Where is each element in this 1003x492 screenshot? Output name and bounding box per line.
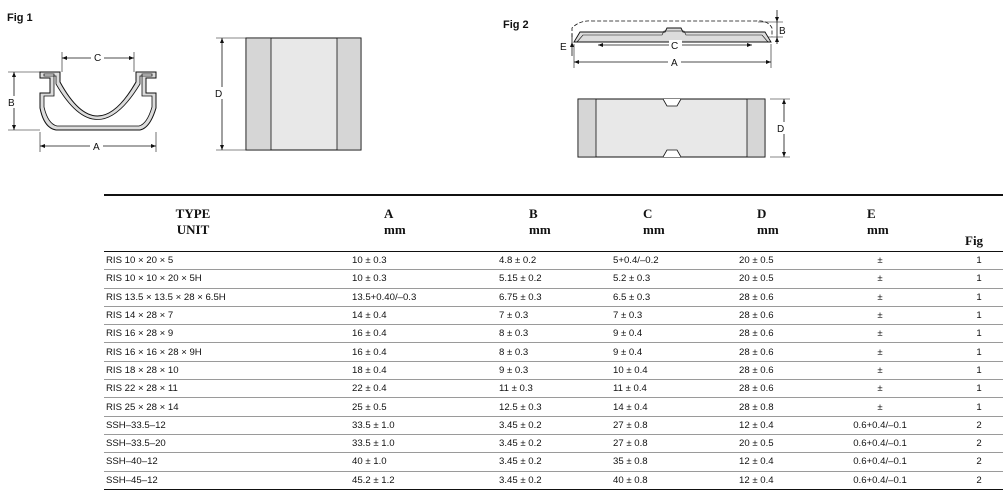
header-d-unit: mm [757, 222, 779, 237]
cell-type: RIS 16 × 16 × 28 × 9H [106, 346, 202, 358]
cell-type: RIS 22 × 28 × 11 [106, 383, 178, 395]
fig2-title: Fig 2 [503, 19, 529, 31]
cell-d: 12 ± 0.4 [739, 456, 774, 468]
cell-a: 13.5+0.40/–0.3 [352, 291, 417, 303]
cell-b: 3.45 ± 0.2 [499, 456, 542, 468]
cell-fig: 1 [976, 364, 982, 376]
fig1-dim-c: C [94, 53, 102, 64]
cell-d: 28 ± 0.6 [739, 291, 774, 303]
cell-d: 20 ± 0.5 [739, 255, 774, 267]
header-e [837, 195, 957, 252]
header-e-unit: mm [867, 222, 889, 237]
header-a-label: A [384, 206, 394, 221]
cell-a: 14 ± 0.4 [352, 310, 387, 322]
table-row [104, 471, 1003, 489]
fig1-side-drawing [205, 30, 380, 155]
cell-d: 20 ± 0.5 [739, 273, 774, 285]
cell-type: RIS 25 × 28 × 14 [106, 401, 179, 413]
cell-b: 3.45 ± 0.2 [499, 474, 542, 486]
cell-e: ± [877, 383, 883, 395]
cell-b: 3.45 ± 0.2 [499, 419, 542, 431]
header-fig [957, 195, 1003, 252]
cell-c: 7 ± 0.3 [613, 310, 643, 322]
table-row [104, 270, 1003, 288]
cell-e: 0.6+0.4/–0.1 [853, 438, 907, 450]
table-header-row [104, 195, 1003, 252]
cell-fig: 2 [976, 419, 982, 431]
cell-b: 4.8 ± 0.2 [499, 255, 537, 267]
cell-b: 7 ± 0.3 [499, 310, 529, 322]
cell-b: 11 ± 0.3 [499, 383, 533, 395]
header-b [499, 195, 613, 252]
header-d [739, 195, 837, 252]
cell-c: 27 ± 0.8 [613, 438, 648, 450]
cell-fig: 1 [976, 346, 982, 358]
cell-c: 9 ± 0.4 [613, 346, 643, 358]
cell-e: 0.6+0.4/–0.1 [853, 456, 907, 468]
cell-d: 28 ± 0.6 [739, 310, 774, 322]
header-b-label: B [529, 206, 538, 221]
cell-a: 22 ± 0.4 [352, 383, 387, 395]
table-row [104, 416, 1003, 434]
cell-e: 0.6+0.4/–0.1 [853, 419, 907, 431]
cell-d: 12 ± 0.4 [739, 419, 774, 431]
cell-fig: 1 [976, 255, 982, 267]
table-body [104, 252, 1003, 490]
cell-c: 5+0.4/–0.2 [613, 255, 659, 267]
fig2-dim-b: B [779, 26, 786, 37]
cell-a: 33.5 ± 1.0 [352, 419, 395, 431]
table-row [104, 343, 1003, 361]
cell-c: 27 ± 0.8 [613, 419, 648, 431]
table-row [104, 380, 1003, 398]
cell-d: 28 ± 0.6 [739, 364, 774, 376]
cell-a: 40 ± 1.0 [352, 456, 387, 468]
fig2-dim-c: C [671, 41, 679, 52]
cell-c: 9 ± 0.4 [613, 328, 643, 340]
cell-b: 3.45 ± 0.2 [499, 438, 542, 450]
cell-type: RIS 16 × 28 × 9 [106, 328, 174, 340]
cell-a: 16 ± 0.4 [352, 346, 387, 358]
header-a-unit: mm [384, 222, 406, 237]
cell-e: ± [877, 346, 883, 358]
cell-c: 11 ± 0.4 [613, 383, 647, 395]
header-type [104, 195, 352, 252]
cell-b: 5.15 ± 0.2 [499, 273, 542, 285]
header-fig-label: Fig [965, 233, 984, 248]
header-unit-label: UNIT [176, 222, 210, 237]
table-row [104, 306, 1003, 324]
cell-fig: 1 [976, 291, 982, 303]
cell-c: 14 ± 0.4 [613, 401, 648, 413]
header-c-unit: mm [643, 222, 665, 237]
cell-a: 18 ± 0.4 [352, 364, 387, 376]
cell-d: 28 ± 0.6 [739, 383, 774, 395]
cell-d: 20 ± 0.5 [739, 438, 774, 450]
cell-fig: 1 [976, 328, 982, 340]
cell-c: 35 ± 0.8 [613, 456, 648, 468]
cell-e: 0.6+0.4/–0.1 [853, 474, 907, 486]
cell-a: 45.2 ± 1.2 [352, 474, 395, 486]
cell-a: 10 ± 0.3 [352, 273, 387, 285]
cell-c: 10 ± 0.4 [613, 364, 648, 376]
fig2-dim-d: D [777, 124, 785, 135]
cell-fig: 1 [976, 383, 982, 395]
fig2-dim-a: A [671, 58, 678, 69]
table-row [104, 252, 1003, 270]
fig1-profile-drawing [0, 30, 170, 160]
header-b-unit: mm [529, 222, 551, 237]
header-d-label: D [757, 206, 767, 221]
cell-type: SSH–45–12 [106, 474, 158, 486]
table-row [104, 288, 1003, 306]
cell-d: 12 ± 0.4 [739, 474, 774, 486]
table-row [104, 325, 1003, 343]
cell-e: ± [877, 273, 883, 285]
fig1-dim-a: A [93, 142, 100, 153]
cell-d: 28 ± 0.6 [739, 346, 774, 358]
spec-table [104, 194, 1003, 490]
cell-b: 8 ± 0.3 [499, 346, 529, 358]
fig2-plan-strip [578, 99, 765, 157]
cell-e: ± [877, 291, 883, 303]
cell-fig: 1 [976, 310, 982, 322]
header-c [613, 195, 739, 252]
table-row [104, 434, 1003, 452]
header-a [352, 195, 499, 252]
cell-type: RIS 14 × 28 × 7 [106, 310, 174, 322]
fig2-dim-e: E [560, 42, 567, 53]
cell-a: 33.5 ± 1.0 [352, 438, 395, 450]
fig1-dim-d: D [215, 89, 223, 100]
cell-a: 25 ± 0.5 [352, 401, 387, 413]
cell-fig: 2 [976, 438, 982, 450]
header-type-label: TYPE [175, 206, 211, 221]
cell-b: 6.75 ± 0.3 [499, 291, 542, 303]
cell-type: RIS 13.5 × 13.5 × 28 × 6.5H [106, 291, 226, 303]
spec-table-container [104, 194, 984, 490]
cell-type: SSH–33.5–20 [106, 438, 166, 450]
cell-e: ± [877, 255, 883, 267]
fig2-top-drawing [555, 5, 795, 80]
cell-b: 9 ± 0.3 [499, 364, 529, 376]
cell-b: 12.5 ± 0.3 [499, 401, 542, 413]
cell-type: SSH–33.5–12 [106, 419, 166, 431]
cell-type: RIS 10 × 20 × 5 [106, 255, 174, 267]
cell-fig: 1 [976, 273, 982, 285]
cell-a: 16 ± 0.4 [352, 328, 387, 340]
cell-d: 28 ± 0.8 [739, 401, 774, 413]
cell-a: 10 ± 0.3 [352, 255, 387, 267]
cell-e: ± [877, 310, 883, 322]
header-c-label: C [643, 206, 653, 221]
cell-c: 6.5 ± 0.3 [613, 291, 651, 303]
cell-e: ± [877, 401, 883, 413]
fig1-dim-b: B [8, 98, 15, 109]
cell-c: 40 ± 0.8 [613, 474, 648, 486]
cell-fig: 2 [976, 474, 982, 486]
cell-d: 28 ± 0.6 [739, 328, 774, 340]
cell-fig: 2 [976, 456, 982, 468]
cell-e: ± [877, 364, 883, 376]
fig2-plan-drawing [570, 90, 795, 165]
table-row [104, 398, 1003, 416]
cell-type: RIS 18 × 28 × 10 [106, 364, 179, 376]
cell-e: ± [877, 328, 883, 340]
cell-b: 8 ± 0.3 [499, 328, 529, 340]
cell-type: RIS 10 × 10 × 20 × 5H [106, 273, 202, 285]
table-row [104, 453, 1003, 471]
fig1-title: Fig 1 [7, 12, 33, 24]
cell-c: 5.2 ± 0.3 [613, 273, 651, 285]
header-e-label: E [867, 206, 876, 221]
cell-type: SSH–40–12 [106, 456, 158, 468]
cell-fig: 1 [976, 401, 982, 413]
table-row [104, 361, 1003, 379]
